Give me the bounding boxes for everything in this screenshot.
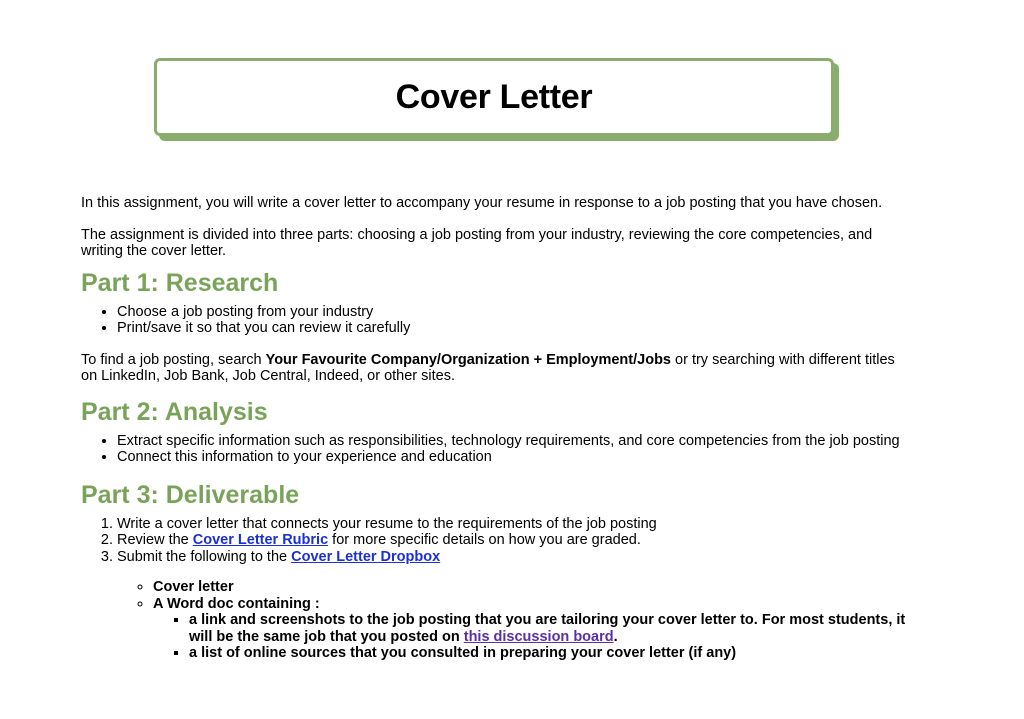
find-job-search-terms: Your Favourite Company/Organization + Employment/Jobs: [265, 351, 671, 368]
job-posting-text: a link and screenshots to the job posting that you are tailoring your cover letter to. For most students, it will be the same job that you posted on: [189, 612, 906, 645]
submission-item-word-doc: [153, 596, 911, 662]
cover-letter-dropbox-link[interactable]: Cover Letter Dropbox: [291, 548, 441, 565]
cover-letter-rubric-link[interactable]: Cover Letter Rubric: [192, 532, 329, 548]
title-banner: [154, 58, 834, 136]
part1-bullet-list: [81, 304, 911, 337]
part2-heading: Part 2: Analysis: [81, 397, 268, 426]
job-posting-period: .: [613, 628, 618, 645]
step-2: [117, 532, 911, 549]
find-job-paragraph: [81, 352, 911, 385]
part3-heading: Part 3: Deliverable: [81, 480, 300, 509]
assignment-content: [81, 195, 911, 662]
word-doc-item-sources: ▪ a list of online sources that you consulted in preparing your cover letter (if any): [189, 645, 911, 662]
submission-item-cover-letter: ◦ Cover letter: [153, 579, 911, 596]
part3-steps-list: [81, 516, 911, 566]
discussion-board-link[interactable]: this discussion board: [463, 628, 614, 645]
part1-heading: Part 1: Research: [81, 268, 279, 297]
list-item: • Print/save it so that you can review it carefully: [117, 320, 911, 337]
word-doc-label: A Word doc containing :: [153, 595, 320, 612]
step-2-suffix: for more specific details on how you are graded.: [328, 532, 641, 548]
intro-paragraph-1: In this assignment, you will write a cover letter to accompany your resume in response to a job posting that you have chosen.: [81, 195, 883, 211]
list-item: • Connect this information to your experience and education: [117, 449, 911, 466]
find-job-prefix: To find a job posting, search: [81, 351, 266, 368]
step-3-prefix: Submit the following to the: [117, 548, 292, 565]
find-job-suffix: or try searching with different titles on LinkedIn, Job Bank, Job Central, Indeed, or other sites.: [81, 351, 895, 384]
list-item: • Extract specific information such as responsibilities, technology requirements, and core competencies from the job posting: [117, 433, 911, 450]
list-item: • Choose a job posting from your industry: [117, 304, 911, 321]
step-1: 1. Write a cover letter that connects your resume to the requirements of the job posting: [117, 516, 911, 533]
step-2-prefix: Review the: [117, 532, 193, 548]
word-doc-item-job-posting: [189, 612, 911, 645]
submission-items-list: [81, 579, 911, 662]
part2-bullet-list: [81, 433, 911, 466]
intro-paragraph-2: The assignment is divided into three parts: choosing a job posting from your industry, reviewing the core competencies, and writing the cover letter.: [81, 226, 873, 259]
word-doc-contents-list: [153, 612, 911, 662]
page-title: Cover Letter: [395, 77, 593, 116]
step-3: [117, 549, 911, 566]
